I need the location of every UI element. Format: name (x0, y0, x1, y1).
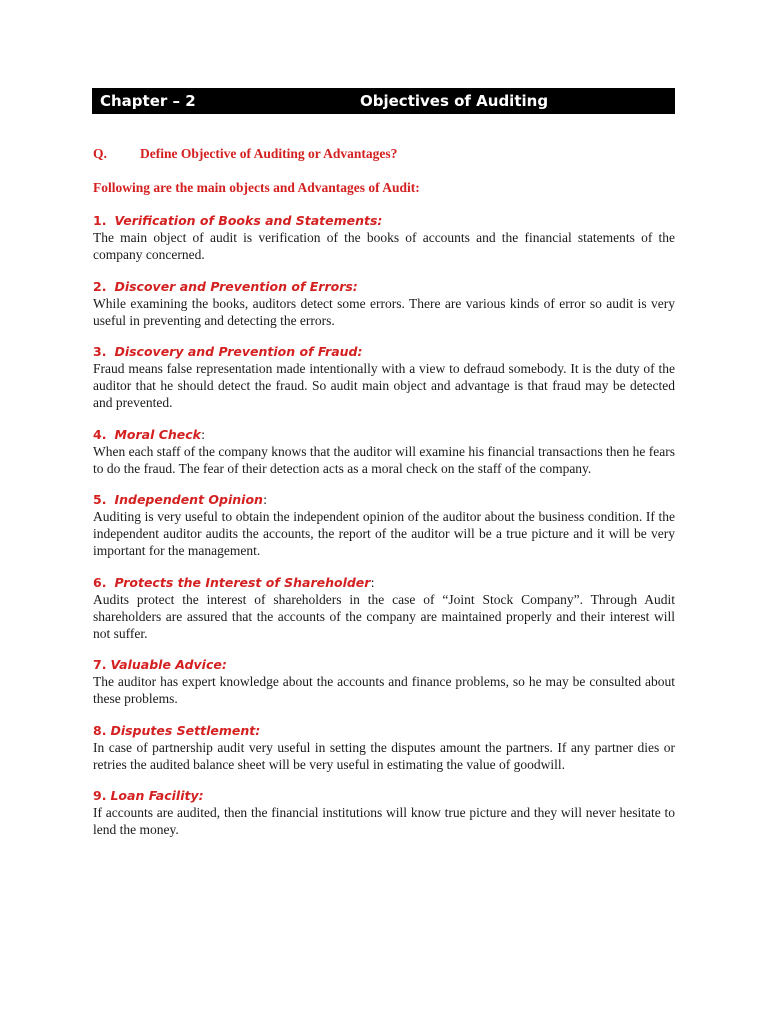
section-moral-check (93, 426, 675, 477)
section-heading (93, 722, 675, 739)
section-title: Disputes Settlement: (110, 722, 261, 738)
question-text: Define Objective of Auditing or Advantages? (140, 146, 398, 161)
section-number: 7. (93, 657, 107, 672)
section-title: Verification of Books and Statements: (114, 213, 383, 228)
section-number: 2. (93, 278, 107, 294)
section-number: 5. (93, 492, 107, 507)
section-colon: : (262, 492, 268, 507)
section-heading (93, 343, 675, 360)
section-title: Loan Facility: (110, 788, 204, 803)
section-body: When each staff of the company knows that the auditor will examine his financial transactions then he fears to do the fraud. The fear of their detection acts as a moral check on the staff of the company. (93, 443, 675, 476)
question-label: Q. (93, 146, 107, 161)
section-title: Protects the Interest of Shareholder (114, 574, 371, 590)
section-title: Discovery and Prevention of Fraud: (114, 344, 363, 359)
section-valuable-advice (93, 656, 675, 707)
section-verification (93, 212, 675, 263)
objectives-list (93, 212, 675, 853)
chapter-label: Chapter – 2 (100, 92, 196, 110)
section-heading (93, 787, 675, 804)
section-body: If accounts are audited, then the financial institutions will know true picture and they will never hesitate to lend the money. (93, 805, 675, 837)
section-body: Fraud means false representation made intentionally with a view to defraud somebody. It is the duty of the auditor that he should detect the fraud. So audit main object and advantage is that fraud may be detected and prevented. (93, 361, 675, 410)
section-heading (93, 491, 675, 508)
section-errors (93, 278, 675, 329)
question-line (93, 146, 397, 162)
section-title: Independent Opinion (114, 492, 263, 507)
section-heading (93, 656, 675, 673)
section-number: 8. (93, 722, 107, 738)
section-fraud (93, 343, 675, 411)
section-body: While examining the books, auditors detect some errors. There are various kinds of error so audit is very useful in preventing and detecting the errors. (93, 295, 675, 328)
section-title: Moral Check (114, 426, 201, 442)
section-heading (93, 278, 675, 295)
section-number: 9. (93, 788, 107, 803)
section-title: Valuable Advice: (110, 657, 227, 672)
section-number: 6. (93, 574, 107, 590)
section-number: 1. (93, 213, 107, 228)
intro-heading: Following are the main objects and Advantages of Audit: (93, 180, 420, 195)
section-colon: : (201, 426, 206, 442)
section-disputes (93, 722, 675, 773)
section-body: Audits protect the interest of shareholders in the case of “Joint Stock Company”. Through Audit shareholders are assured that the accounts of the company are maintained properly and their interest will not suffer. (93, 591, 675, 641)
section-heading (93, 212, 675, 229)
section-number: 4. (93, 426, 107, 442)
section-body: The main object of audit is verification of the books of accounts and the financial statements of the company concerned. (93, 230, 675, 262)
chapter-header-bar (92, 88, 675, 114)
section-body: In case of partnership audit very useful in setting the disputes amount the partners. If any partner dies or retries the audited balance sheet will be very useful in estimating the value of goodwill. (93, 739, 675, 772)
section-loan-facility (93, 787, 675, 838)
section-title: Discover and Prevention of Errors: (114, 278, 358, 294)
chapter-title: Objectives of Auditing (360, 92, 549, 110)
section-heading (93, 574, 675, 591)
section-colon: : (370, 574, 375, 590)
section-body: The auditor has expert knowledge about the accounts and finance problems, so he may be consulted about these problems. (93, 674, 675, 706)
section-independent-opinion (93, 491, 675, 559)
section-body: Auditing is very useful to obtain the independent opinion of the auditor about the business condition. If the independent auditor audits the accounts, the report of the auditor will be a true picture and it will be very important for the management. (93, 509, 675, 558)
section-heading (93, 426, 675, 443)
section-shareholder (93, 574, 675, 642)
section-number: 3. (93, 344, 107, 359)
